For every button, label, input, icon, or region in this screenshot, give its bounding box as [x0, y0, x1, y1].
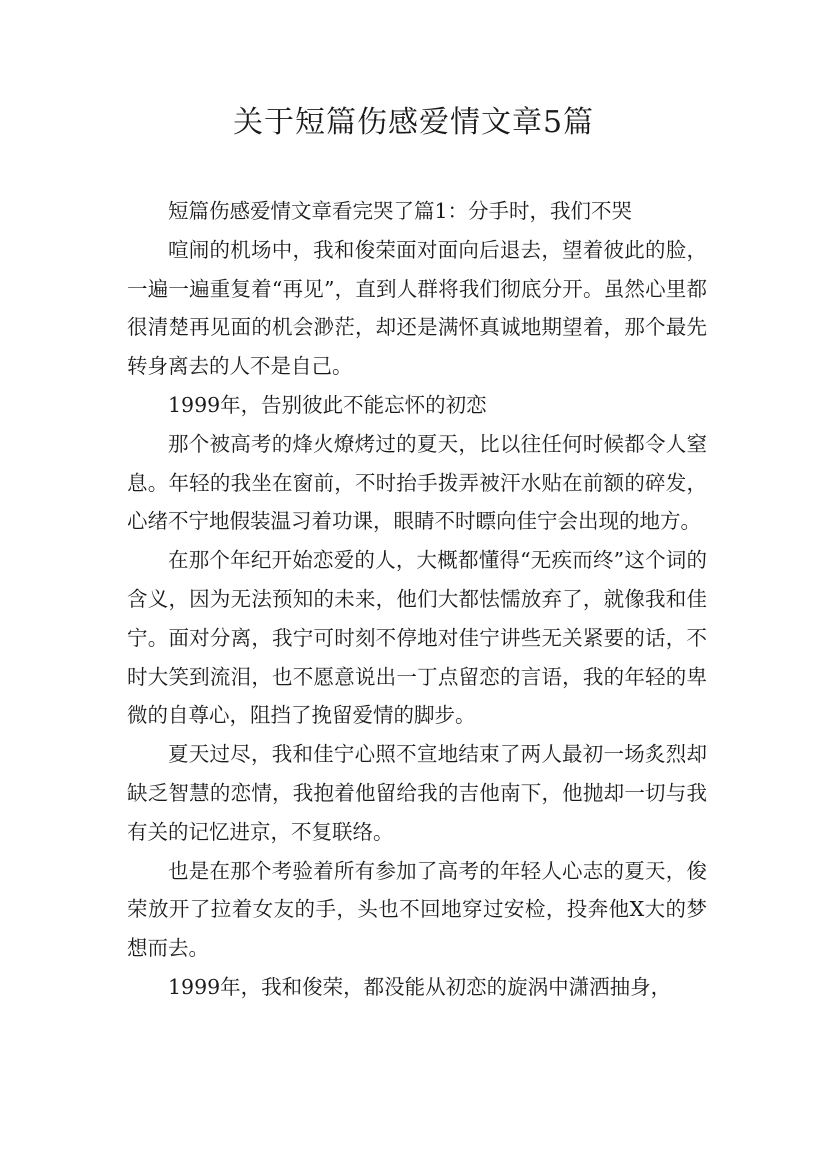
paragraph-section-heading: 短篇伤感爱情文章看完哭了篇1：分手时，我们不哭 [168, 199, 633, 223]
document-body [127, 192, 707, 1007]
paragraph: 也是在那个考验着所有参加了高考的年轻人心志的夏天，俊荣放开了拉着女友的手，头也不回地穿过安检，投奔他X大的梦想而去。 [127, 858, 707, 961]
paragraph: 在那个年纪开始恋爱的人，大概都懂得“无疾而终”这个词的含义，因为无法预知的未来，他们大都怯懦放弃了，就像我和佳宁。面对分离，我宁可时刻不停地对佳宁讲些无关紧要的话，不时大笑到流泪，也不愿意说出一丁点留恋的言语，我的年轻的卑微的自尊心，阻挡了挽留爱情的脚步。 [127, 548, 707, 728]
paragraph: 那个被高考的烽火燎烤过的夏天，比以往任何时候都令人窒息。年轻的我坐在窗前，不时抬手拨弄被汗水贴在前额的碎发，心绪不宁地假装温习着功课，眼睛不时瞟向佳宁会出现的地方。 [127, 431, 707, 534]
paragraph: 1999年，我和俊荣，都没能从初恋的旋涡中潇洒抽身， [168, 974, 672, 999]
paragraph: 喧闹的机场中，我和俊荣面对面向后退去，望着彼此的脸，一遍一遍重复着“再见”，直到人群将我们彻底分开。虽然心里都很清楚再见面的机会渺茫，却还是满怀真诚地期望着，那个最先转身离去的人不是自己。 [127, 237, 707, 379]
document-title: 关于短篇伤感爱情文章5篇 [232, 105, 595, 140]
paragraph-subheading: 1999年，告别彼此不能忘怀的初恋 [168, 392, 487, 417]
paragraph: 夏天过尽，我和佳宁心照不宣地结束了两人最初一场炙烈却缺乏智慧的恋情，我抱着他留给我的吉他南下，他抛却一切与我有关的记忆进京，不复联络。 [127, 742, 707, 844]
